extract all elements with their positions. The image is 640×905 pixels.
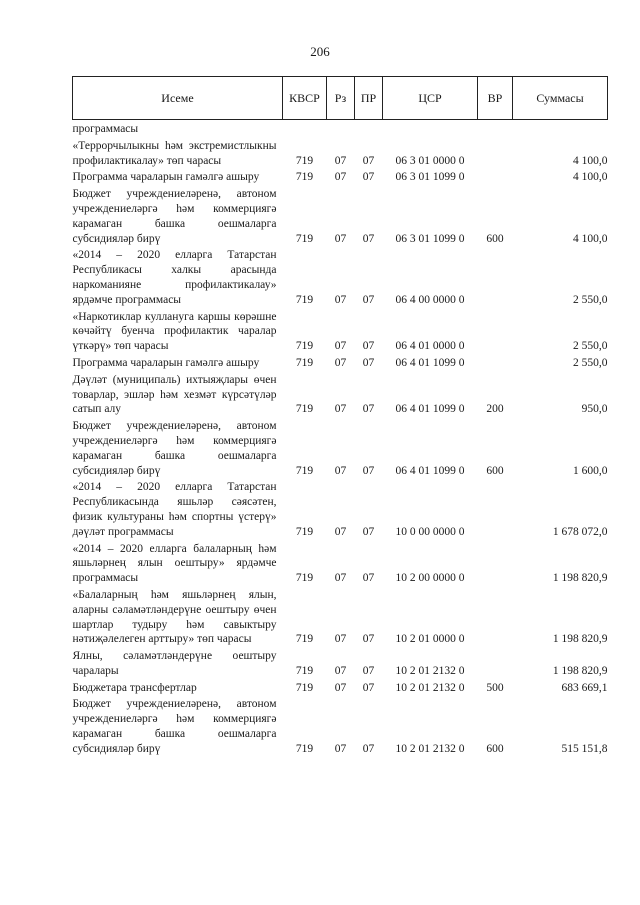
row-name-text: Ялны, сәламәтләндерүне оештыру чаралары [72,650,277,677]
row-name-text: программасы [72,123,139,135]
table-row [73,417,608,478]
cell-vr [478,168,513,185]
cell-csr: 10 2 00 0000 0 [395,572,465,585]
cell-rz: 07 [334,232,347,245]
table-row [73,371,608,417]
table-body [73,120,608,757]
row-name-text: «2014 – 2020 елларга Татарстан Республикасында яшьләр сәясәтен, физик культураны һәм спортны үстерү» дәүләт программасы [72,481,277,538]
column-header-sum: Суммасы [513,77,608,120]
cell-sum [513,120,608,137]
cell-pr: 07 [362,681,375,694]
cell-kvsr: 719 [295,171,314,184]
cell-name [73,120,283,137]
column-header-kvsr: КВСР [283,77,327,120]
table-row [73,647,608,679]
table-row [73,185,608,246]
cell-csr: 06 3 01 0000 0 [395,154,465,167]
cell-sum: 2 550,0 [573,356,608,369]
cell-vr [478,647,513,679]
cell-rz: 07 [334,525,347,538]
cell-vr: 200 [486,403,504,416]
cell-rz: 07 [334,633,347,646]
cell-rz: 07 [334,356,347,369]
table-header-row [73,77,608,120]
cell-kvsr: 719 [295,464,314,477]
row-name-text: Бюджет учреждениеләренә, автоном учреждениеләргә һәм коммерциягә карамаган башка оешмаларга субсидияләр бирү [72,188,277,245]
cell-rz: 07 [334,681,347,694]
cell-sum: 683 669,1 [561,681,608,694]
cell-sum: 2 550,0 [573,293,608,306]
table-row [73,308,608,354]
cell-pr: 07 [362,572,375,585]
cell-csr: 06 4 01 1099 0 [395,464,465,477]
cell-sum: 515 151,8 [561,742,608,755]
cell-pr: 07 [362,171,375,184]
cell-csr: 06 3 01 1099 0 [395,171,465,184]
cell-csr: 06 4 01 1099 0 [395,356,465,369]
cell-vr [478,246,513,307]
row-name-text: «2014 – 2020 елларга балаларның һәм яшьләрнең ялын оештыру» ярдәмче программасы [72,542,277,585]
column-header-name: Исеме [73,77,283,120]
cell-vr [478,540,513,586]
cell-pr: 07 [362,293,375,306]
column-header-rz: Рз [327,77,355,120]
cell-rz: 07 [334,664,347,677]
table-row [73,695,608,756]
row-name-text: Бюджетара трансфертлар [72,681,197,694]
cell-rz: 07 [334,742,347,755]
cell-csr: 06 4 01 1099 0 [395,403,465,416]
cell-csr: 10 2 01 0000 0 [395,633,465,646]
cell-kvsr: 719 [295,232,314,245]
cell-vr: 600 [486,742,504,755]
cell-csr: 06 3 01 1099 0 [395,232,465,245]
cell-sum: 1 198 820,9 [552,572,608,585]
cell-kvsr: 719 [295,664,314,677]
cell-pr: 07 [362,356,375,369]
column-header-pr: ПР [355,77,383,120]
cell-name [73,417,283,478]
cell-rz: 07 [334,154,347,167]
cell-csr: 06 4 00 0000 0 [395,293,465,306]
cell-pr: 07 [362,464,375,477]
cell-vr [478,478,513,539]
cell-pr [355,120,383,137]
cell-sum: 4 100,0 [573,232,608,245]
cell-kvsr: 719 [295,742,314,755]
cell-pr: 07 [362,154,375,167]
cell-sum: 4 100,0 [573,154,608,167]
table-row [73,478,608,539]
cell-kvsr: 719 [295,633,314,646]
row-name-text: Программа чараларын гамәлгә ашыру [72,171,260,184]
cell-sum: 1 198 820,9 [552,633,608,646]
cell-csr: 10 0 00 0000 0 [395,525,465,538]
cell-vr [478,120,513,137]
cell-sum: 1 600,0 [573,464,608,477]
cell-pr: 07 [362,232,375,245]
cell-name [73,647,283,679]
row-name-text: Бюджет учреждениеләренә, автоном учреждениеләргә һәм коммерциягә карамаган башка оешмаларга субсидияләр бирү [72,420,277,477]
cell-csr: 10 2 01 2132 0 [395,664,465,677]
row-name-text: «2014 – 2020 елларга Татарстан Республикасы халкы арасында наркоманияне профилактикалау» ярдәмче программасы [72,249,277,306]
table-row [73,120,608,137]
cell-name [73,246,283,307]
cell-rz [327,120,355,137]
cell-kvsr: 719 [295,525,314,538]
cell-name [73,478,283,539]
cell-name [73,586,283,647]
table-row [73,354,608,371]
cell-csr: 10 2 01 2132 0 [395,681,465,694]
cell-kvsr: 719 [295,572,314,585]
table-row [73,168,608,185]
cell-rz: 07 [334,171,347,184]
cell-sum: 950,0 [581,403,608,416]
cell-csr [383,120,478,137]
cell-kvsr: 719 [295,340,314,353]
page-number: 206 [310,44,330,59]
table-row [73,246,608,307]
cell-csr: 06 4 01 0000 0 [395,340,465,353]
column-header-csr: ЦСР [383,77,478,120]
column-header-vr: ВР [478,77,513,120]
table-row [73,679,608,696]
table-row [73,586,608,647]
cell-rz: 07 [334,340,347,353]
cell-name [73,168,283,185]
cell-pr: 07 [362,403,375,416]
cell-sum: 2 550,0 [573,340,608,353]
table-row [73,137,608,169]
cell-kvsr: 719 [295,681,314,694]
cell-sum: 4 100,0 [573,171,608,184]
budget-table [72,76,608,757]
row-name-text: Дәүләт (муниципаль) ихтыяҗлары өчен товарлар, эшләр һәм хезмәт күрсәтүләр сатып алу [72,373,277,416]
cell-name [73,137,283,169]
row-name-text: «Балаларның һәм яшьләрнең ялын, аларны сәламәтләндерүне оештыру өчен шартлар тудыру һәм савыктыру нәтиҗәлелеген арттыру» төп чарасы [72,588,277,646]
row-name-text: Бюджет учреждениеләренә, автоном учреждениеләргә һәм коммерциягә карамаган башка оешмаларга субсидияләр бирү [72,698,277,755]
cell-kvsr: 719 [295,293,314,306]
cell-rz: 07 [334,572,347,585]
cell-csr: 10 2 01 2132 0 [395,742,465,755]
cell-kvsr [283,120,327,137]
row-name-text: Программа чараларын гамәлгә ашыру [72,356,260,369]
cell-kvsr: 719 [295,403,314,416]
row-name-text: «Террорчылыкны һәм экстремистлыкны профилактикалау» төп чарасы [72,139,277,167]
cell-kvsr: 719 [295,356,314,369]
cell-vr [478,354,513,371]
cell-name [73,540,283,586]
cell-kvsr: 719 [295,154,314,167]
cell-pr: 07 [362,633,375,646]
cell-vr: 600 [486,464,504,477]
cell-pr: 07 [362,340,375,353]
cell-pr: 07 [362,742,375,755]
cell-name [73,308,283,354]
cell-vr: 600 [486,232,504,245]
cell-sum: 1 198 820,9 [552,664,608,677]
cell-name [73,354,283,371]
cell-rz: 07 [334,403,347,416]
cell-rz: 07 [334,464,347,477]
cell-name [73,679,283,696]
cell-rz: 07 [334,293,347,306]
cell-vr: 500 [486,681,504,694]
cell-name [73,695,283,756]
cell-pr: 07 [362,664,375,677]
cell-name [73,371,283,417]
cell-pr: 07 [362,525,375,538]
cell-vr [478,137,513,169]
cell-vr [478,586,513,647]
cell-vr [478,308,513,354]
table-row [73,540,608,586]
row-name-text: «Наркотиклар кулланугa каршы көрәшне көчәйтү буенча профилактик чаралар үткәрү» төп чарасы [72,310,277,353]
cell-name [73,185,283,246]
cell-sum: 1 678 072,0 [552,525,608,538]
